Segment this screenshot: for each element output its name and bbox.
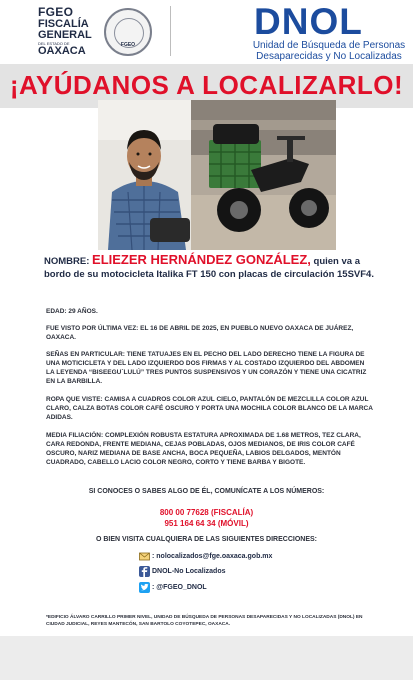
envelope-icon	[139, 551, 150, 562]
visit-addresses-text: O BIEN VISITA CUALQUIERA DE LAS SIGUIENTES DIRECCIONES:	[95, 536, 318, 543]
dnol-logo-title: DNOL	[254, 1, 363, 42]
fgeo-line-estado: DEL ESTADO DE	[38, 41, 70, 46]
state-seal-icon	[104, 8, 152, 56]
contact-facebook[interactable]: DNOL-No Localizados	[152, 568, 226, 575]
contact-cta: SI CONOCES O SABES ALGO DE ÉL, COMUNÍCATE A LOS NÚMEROS:	[88, 488, 325, 495]
age-text: EDAD: 29 AÑOS.	[46, 308, 98, 315]
last-seen-text: FUE VISTO POR ÚLTIMA VEZ: EL 16 DE ABRIL DE 2025, EN PUEBLO NUEVO OAXACA DE JUÁREZ, OAXACA.	[46, 325, 354, 341]
motorcycle-photo-drawing	[191, 100, 336, 250]
twitter-icon	[139, 582, 150, 593]
person-photo-drawing	[98, 100, 191, 250]
address-footnote: *EDIFICIO ÁLVARO CARRILLO PRIMER NIVEL, UNIDAD DE BÚSQUEDA DE PERSONAS DESAPARECIDAS Y NO LOCALIZADAS (DNOL) EN CIUDAD JUDICIAL, REYES MANTECÓN, SAN BARTOLO COYOTEPEC, OAXACA.	[46, 615, 363, 627]
vehicle-description: quien va a bordo de su motocicleta Italika FT 150 con placas de circulación 15SVF4.	[44, 256, 374, 280]
header	[0, 0, 413, 64]
clothing-text: ROPA QUE VISTE: CAMISA A CUADROS COLOR AZUL CIELO, PANTALÓN DE MEZCLILLA COLOR AZUL CLARO, CALZA BOTAS COLOR CAFÉ OSCURO Y PORTA UNA MOCHILA COLOR BLANCO DE LA MARCA ADIDAS.	[46, 396, 373, 421]
physical-description-text: MEDIA FILIACIÓN: COMPLEXIÓN ROBUSTA ESTATURA APROXIMADA DE 1.68 METROS, TEZ CLARA, CARA REDONDA, FRENTE MEDIANA, CEJAS POBLADAS, OJOS MEDIANOS, DE IRIS COLOR CAFÉ OSCURO, NARIZ MEDIANA DE BASE ANCHA, BOCA PEQUEÑA, LABIOS DELGADOS, MENTÓN CUADRADO, CABELLO LACIO COLOR NEGRO, CORTO Y TIENE BARBA Y BIGOTE.	[46, 432, 361, 466]
dnol-subtitle	[244, 40, 413, 62]
name-label: NOMBRE:	[44, 256, 90, 267]
contact-email[interactable]: : nolocalizados@fge.oaxaca.gob.mx	[152, 553, 273, 560]
facebook-icon	[139, 566, 150, 577]
seal-text: FGEO	[120, 42, 136, 48]
fgeo-line-general: GENERAL	[38, 29, 92, 41]
person-photo	[98, 100, 191, 250]
fgeo-line-oaxaca: OAXACA	[38, 45, 86, 57]
fgeo-brand: FGEO	[38, 5, 74, 19]
person-name-block	[44, 253, 374, 281]
header-divider	[170, 6, 171, 56]
dnol-subtitle-line-1: Unidad de Búsqueda de Personas	[252, 40, 406, 51]
phone-fiscalia[interactable]: 800 00 77628 (FISCALÍA)	[159, 508, 254, 517]
fgeo-logo	[38, 6, 100, 57]
banner-title: ¡AYÚDANOS A LOCALIZARLO!	[9, 70, 404, 100]
dnol-subtitle-line-2: Desaparecidas y No Localizadas	[256, 51, 402, 62]
phone-mobile[interactable]: 951 164 64 34 (MÓVIL)	[164, 519, 249, 528]
person-name: ELIEZER HERNÁNDEZ GONZÁLEZ,	[92, 252, 311, 267]
fgeo-line-fiscalia: FISCALÍA	[38, 18, 89, 30]
bottom-band	[0, 636, 413, 680]
particular-marks-text: SEÑAS EN PARTICULAR: TIENE TATUAJES EN EL PECHO DEL LADO DERECHO TIENE LA FIGURA DE UNA MOTICICLETA Y DEL LADO IZQUIERDO DOS FIRMAS Y AL COSTADO IZQUIERDO DEL ABDOMEN LA LEYENDA “BISEEGU`LULÚ” TRES PUNTOS SUSPENSIVOS Y UN CORAZÓN Y TIENE UNA CICATRIZ EN LA BARBILLA.	[46, 351, 367, 385]
contact-twitter[interactable]: : @FGEO_DNOL	[152, 584, 207, 591]
motorcycle-photo	[191, 100, 336, 250]
